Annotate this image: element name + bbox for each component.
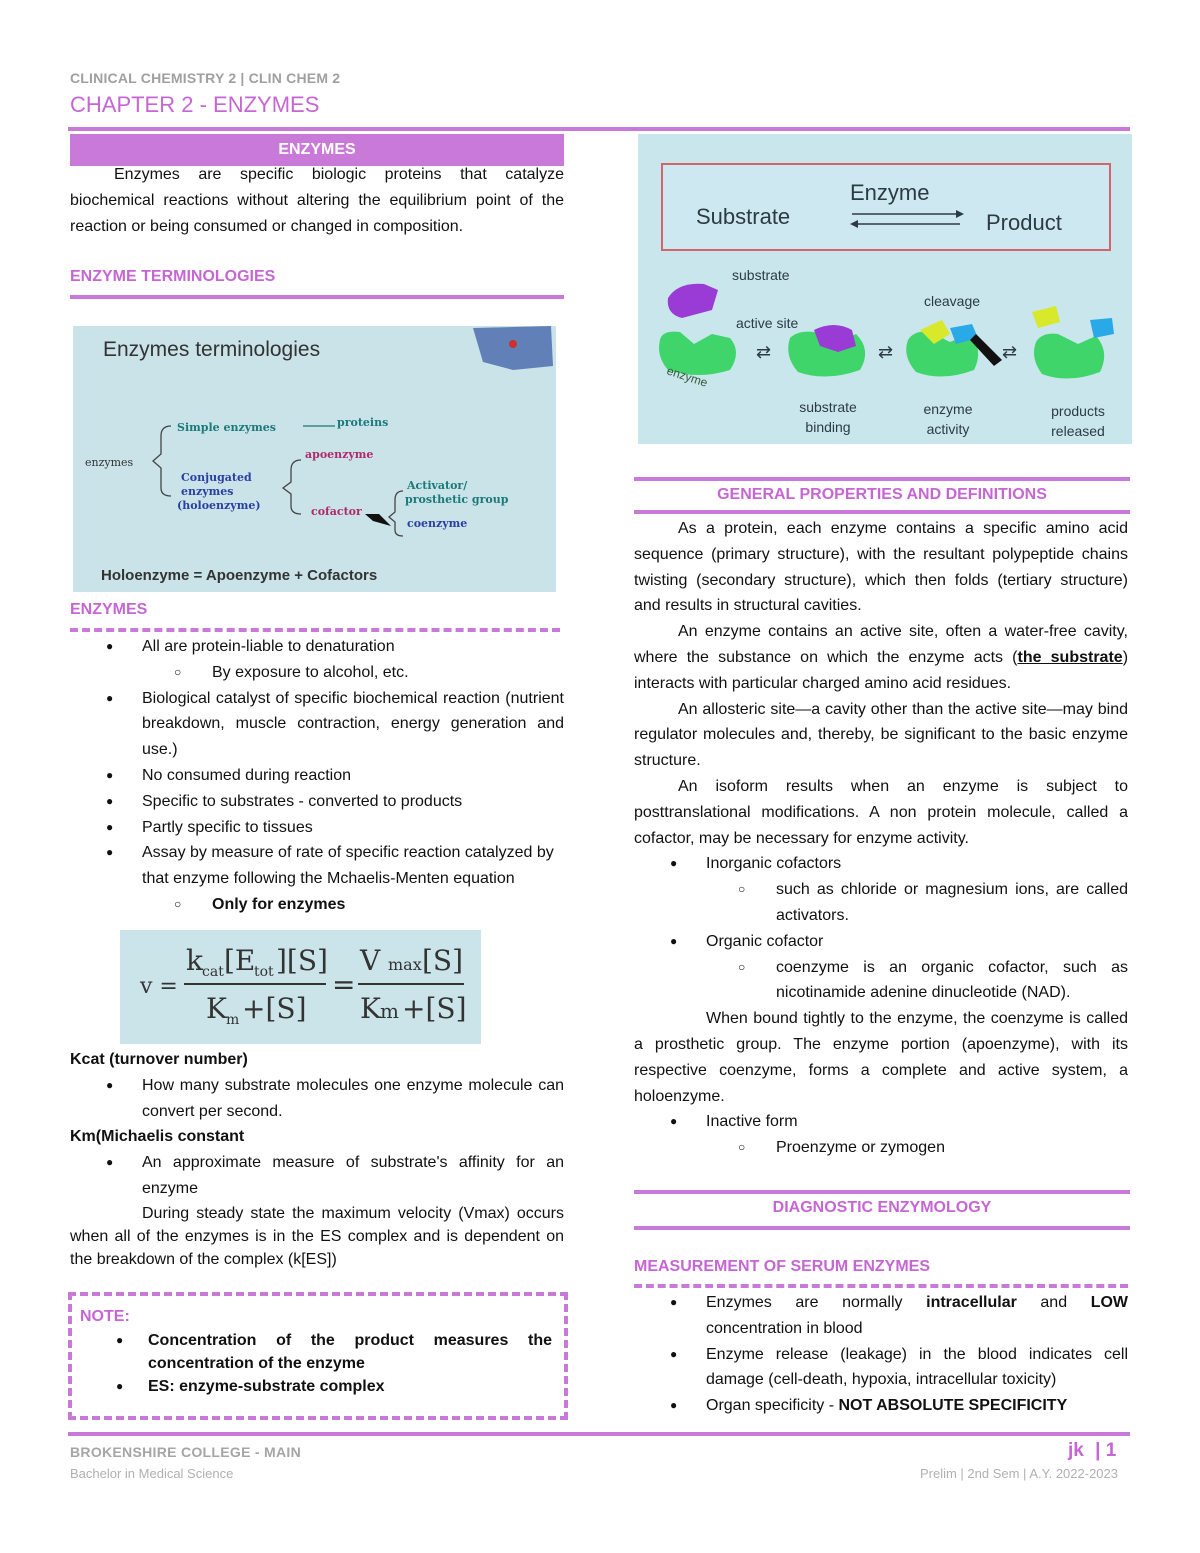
gp-body	[634, 516, 1128, 1161]
list-item: ● Specific to substrates - converted to products	[70, 789, 564, 815]
list-item: ○ such as chloride or magnesium ions, are called activators.	[634, 877, 1128, 929]
svg-text:⇄: ⇄	[1002, 342, 1018, 362]
term-apoenzyme: apoenzyme	[305, 448, 374, 461]
list-item: ○ By exposure to alcohol, etc.	[70, 660, 564, 686]
gp-paragraph-4: An isoform results when an enzyme is subject to posttranslational modifications. A non protein molecule, called a cofactor, may be necessary for enzyme activity.	[634, 777, 1128, 847]
enzymes-bullet-list	[70, 634, 564, 918]
list-item: ○ coenzyme is an organic cofactor, such as nicotinamide adenine dinucleotide (NAD).	[634, 955, 1128, 1007]
fig-cap3b: released	[1051, 423, 1105, 439]
svg-text:V: V	[360, 944, 381, 977]
gp-paragraph-2: An enzyme contains an active site, often a water-free cavity, where the substance on which the enzyme acts (the substrate) interacts with particular charged amino acid residues.	[634, 623, 1129, 692]
list-item: ● How many substrate molecules one enzyme molecule can convert per second.	[70, 1073, 564, 1125]
svg-text:K: K	[206, 992, 227, 1025]
kinetics-section	[70, 1047, 564, 1202]
footer-divider	[68, 1432, 1130, 1436]
note-title: NOTE:	[80, 1308, 130, 1325]
diag-bottom-divider	[634, 1226, 1130, 1230]
footer-initials: jk	[1068, 1440, 1084, 1461]
svg-text:][S]: ][S]	[276, 944, 328, 977]
measurement-list	[634, 1290, 1128, 1419]
fig-lbl-cleavage: cleavage	[924, 293, 981, 309]
svg-text:cat: cat	[202, 964, 224, 980]
list-item: ● Inactive form	[634, 1109, 1128, 1135]
list-item: ● ES: enzyme-substrate complex	[80, 1375, 552, 1398]
svg-text:v =: v =	[140, 974, 178, 999]
svg-text:[S]: [S]	[422, 944, 464, 977]
list-item: ● An approximate measure of substrate's affinity for an enzyme	[70, 1150, 564, 1202]
svg-text:m: m	[226, 1012, 240, 1028]
term-cofactor: cofactor	[311, 505, 362, 518]
svg-text:⇄: ⇄	[756, 342, 772, 362]
term-enzymes: enzymes	[85, 456, 134, 469]
diag-top-divider	[634, 1190, 1130, 1194]
substrate-term: the substrate	[1017, 648, 1123, 666]
fig-cap1b: binding	[805, 419, 851, 435]
term-activator: Activator/	[407, 479, 468, 492]
fig-substrate: Substrate	[696, 204, 791, 229]
list-item: ● Inorganic cofactors	[634, 851, 1128, 877]
fig-cap2a: enzyme	[923, 401, 973, 417]
term-equation: Holoenzyme = Apoenzyme + Cofactors	[101, 567, 378, 584]
fig-lbl-substrate: substrate	[732, 267, 790, 283]
enzymes-definition: Enzymes are specific biologic proteins that catalyze biochemical reactions without altering the equilibrium point of the reaction or being consumed or changed in composition.	[70, 166, 564, 235]
page-number: 1	[1105, 1440, 1117, 1461]
svg-text:+[S]: +[S]	[402, 992, 467, 1025]
svg-text:tot: tot	[254, 964, 274, 980]
svg-text:=: =	[332, 968, 356, 1001]
list-item: ● Partly specific to tissues	[70, 815, 564, 841]
term-conj-enzymes: enzymes	[181, 485, 234, 498]
footer-school: BROKENSHIRE COLLEGE - MAIN	[70, 1444, 302, 1460]
fig-product: Product	[986, 210, 1062, 235]
gp-title: GENERAL PROPERTIES AND DEFINITIONS	[717, 486, 1047, 503]
gp-paragraph-5: When bound tightly to the enzyme, the coenzyme is called a prosthetic group. The enzyme portion (apoenzyme), with its respective coenzyme, forms a complete and active system, a holoenzyme.	[634, 1010, 1128, 1105]
list-item: ● All are protein-liable to denaturation	[70, 634, 564, 660]
km-title: Km(Michaelis constant	[70, 1128, 245, 1146]
list-item: ● Concentration of the product measures the concentration of the enzyme	[80, 1329, 552, 1375]
measurement-title: MEASUREMENT OF SERUM ENZYMES	[634, 1258, 931, 1275]
enzyme-reaction-figure	[638, 134, 1132, 444]
fig-cap3a: products	[1051, 403, 1105, 419]
term-prosthetic: prosthetic group	[405, 493, 509, 506]
fig-lbl-enzyme: enzyme	[665, 363, 710, 390]
terminologies-divider	[70, 295, 564, 299]
term-conjugated: Conjugated	[181, 471, 252, 484]
header-divider	[68, 127, 1130, 131]
fig-cap1a: substrate	[799, 399, 857, 415]
enzymes-band: ENZYMES	[70, 134, 564, 166]
diag-title: DIAGNOSTIC ENZYMOLOGY	[772, 1199, 992, 1216]
term-simple: Simple enzymes	[177, 421, 276, 434]
terminology-figure	[73, 326, 556, 592]
term-coenzyme: coenzyme	[407, 517, 468, 530]
list-item: ● Enzymes are normally intracellular and LOW concentration in blood	[634, 1290, 1128, 1342]
list-item: ● Biological catalyst of specific biochemical reaction (nutrient breakdown, muscle contraction, energy generation and use.)	[70, 686, 564, 763]
measurement-dashed-divider	[634, 1284, 1128, 1288]
term-holoenzyme: (holoenzyme)	[177, 499, 261, 512]
list-item: ○ Proenzyme or zymogen	[634, 1135, 1128, 1161]
list-item: ● Enzyme release (leakage) in the blood indicates cell damage (cell-death, hypoxia, intracellular toxicity)	[634, 1342, 1128, 1394]
footer-page: jk | 1	[1068, 1440, 1117, 1461]
gp-paragraph-3: An allosteric site—a cavity other than the active site—may bind regulator molecules and, thereby, be significant to the basic enzyme structure.	[634, 700, 1128, 770]
note-list	[80, 1329, 552, 1398]
footer-term: Prelim | 2nd Sem | A.Y. 2022-2023	[919, 1466, 1118, 1481]
list-item: ○ Only for enzymes	[70, 892, 564, 918]
steady-state-text: During steady state the maximum velocity (Vmax) occurs when all of the enzymes is in the ES complex and is dependent on the breakdown of the complex (k[ES])	[70, 1205, 564, 1268]
terminologies-title: ENZYME TERMINOLOGIES	[70, 268, 276, 285]
list-item: ● Organic cofactor	[634, 929, 1128, 955]
svg-text:[E: [E	[224, 944, 256, 977]
list-item: ● Assay by measure of rate of specific reaction catalyzed by that enzyme following the Mchaelis-Menten equation	[70, 840, 564, 892]
term-proteins: proteins	[337, 416, 389, 429]
fig-enzyme: Enzyme	[850, 180, 930, 205]
fig-cap2b: activity	[926, 421, 970, 437]
fig-lbl-active: active site	[736, 315, 799, 331]
gp-top-divider	[634, 477, 1130, 481]
enzymes-dashed-divider	[70, 628, 560, 632]
list-item: ● No consumed during reaction	[70, 763, 564, 789]
svg-text:m: m	[380, 999, 399, 1023]
michaelis-menten-equation	[120, 930, 481, 1044]
svg-text:⇄: ⇄	[878, 342, 894, 362]
list-item: ● Organ specificity - NOT ABSOLUTE SPECIFICITY	[634, 1393, 1128, 1419]
svg-text:+[S]: +[S]	[242, 992, 307, 1025]
svg-text:K: K	[360, 992, 381, 1025]
chapter-title: CHAPTER 2 - ENZYMES	[70, 92, 320, 117]
kcat-title: Kcat (turnover number)	[70, 1051, 248, 1068]
term-fig-title: Enzymes terminologies	[103, 338, 321, 361]
gp-bottom-divider	[634, 510, 1130, 514]
svg-text:max: max	[388, 955, 422, 974]
course-title: CLINICAL CHEMISTRY 2 | CLIN CHEM 2	[70, 70, 341, 86]
footer-program: Bachelor in Medical Science	[70, 1466, 234, 1481]
gp-paragraph-1: As a protein, each enzyme contains a specific amino acid sequence (primary structure), with the resultant polypeptide chains twisting (secondary structure), which then folds (tertiary structure) and results in structural cavities.	[634, 520, 1128, 615]
enzymes-section-title: ENZYMES	[70, 601, 148, 618]
svg-text:k: k	[186, 944, 203, 977]
